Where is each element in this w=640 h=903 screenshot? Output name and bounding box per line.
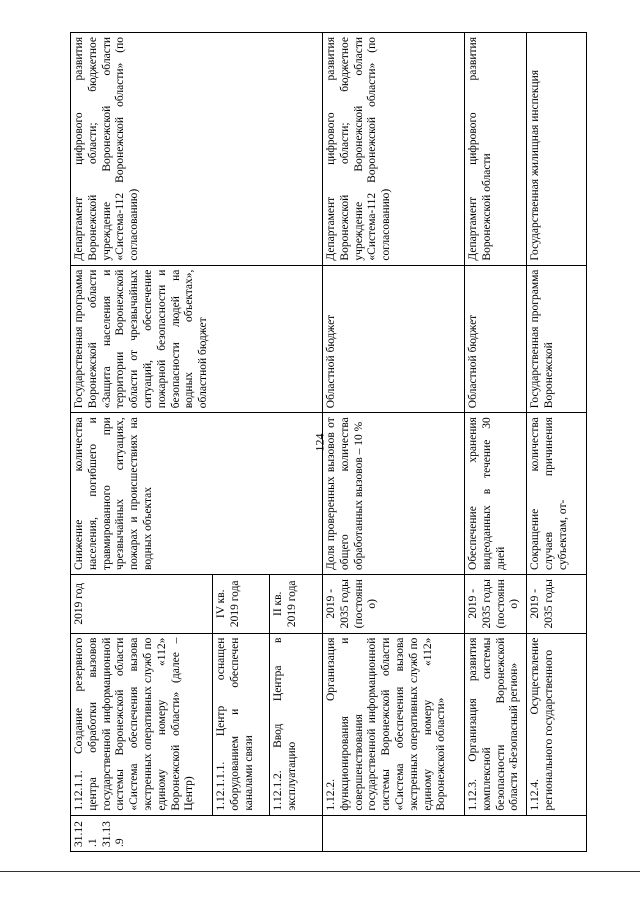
result-cell: Обеспечение хранения видеоданных в течение 30 дней xyxy=(465,413,527,575)
event-cell: 1.12.1.2. Ввод Центра в эксплуатацию xyxy=(270,633,323,815)
period-cell: II кв. 2019 года xyxy=(270,574,323,633)
executor-cell: Департамент цифрового развития Воронежской области xyxy=(465,33,527,266)
period-cell: IV кв. 2019 года xyxy=(213,574,270,633)
plan-table xyxy=(70,32,587,852)
period-cell: 2019 год xyxy=(71,574,213,633)
rotated-table-container xyxy=(70,32,610,852)
event-cell: 1.12.4. Осуществление регионального государственного xyxy=(527,633,587,815)
table-row xyxy=(323,33,465,852)
page-edge-line xyxy=(0,871,640,872)
event-cell: 1.12.3. Организация развития комплексной системы безопасности Воронежской области «Безопасный регион» xyxy=(465,633,527,815)
okved-code-cell: 31.12.1 31.13.9 xyxy=(71,815,323,851)
period-cell: 2019 - 2035 годы (постоянно) xyxy=(465,574,527,633)
event-cell: 1.12.2. Организация функционирования и совершенствования государственной информационной системы Воронежской области «Система обеспечения вызова экстренных оперативных служб по единому номеру «112» Воронежской области» xyxy=(323,633,465,815)
result-cell: Сокращение количества случаев причинения субъектам, от- xyxy=(527,413,587,575)
okved-code-cell xyxy=(323,815,587,851)
table-row xyxy=(527,33,587,852)
result-cell: Снижение количества населения, погибшего и травмированного при чрезвычайных ситуациях, пожарах и происшествиях на водных объектах xyxy=(71,413,323,575)
page-number: 124 xyxy=(312,433,327,452)
result-cell: Доля проверенных вызовов от общего количества обработанных вызовов – 10 % xyxy=(323,413,465,575)
period-cell: 2019 - 2035 годы (постоянно) xyxy=(323,574,465,633)
table-sheet xyxy=(70,32,610,852)
source-cell: Государственная программа Воронежской области «Защита населения и территории Воронежской области от чрезвычайных ситуаций, обеспечение пожарной безопасности и безопасности людей на водных объектах», областной бюджет xyxy=(71,265,323,413)
executor-cell: Департамент цифрового развития Воронежской области; бюджетное учреждение Воронежской области «Система-112 Воронежской области» (по согласованию) xyxy=(71,33,323,266)
executor-cell: Государственная жилищная инспекция xyxy=(527,33,587,266)
event-cell: 1.12.1.1. Создание резервного центра обработки вызовов государственной информационной системы Воронежской области «Система обеспечения вызова экстренных оперативных служб по единому номеру «112» Воронежской области» (далее – Центр) xyxy=(71,633,213,815)
table-row xyxy=(465,33,527,852)
period-cell: 2019 - 2035 годы xyxy=(527,574,587,633)
source-cell: Государственная программа Воронежской xyxy=(527,265,587,413)
source-cell: Областной бюджет xyxy=(323,265,465,413)
event-cell: 1.12.1.1.1. Центр оснащен оборудованием и обеспечен каналами связи xyxy=(213,633,270,815)
source-cell: Областной бюджет xyxy=(465,265,527,413)
table-row xyxy=(71,33,213,852)
executor-cell: Департамент цифрового развития Воронежской области; бюджетное учреждение Воронежской области «Система-112 Воронежской области» (по согласованию) xyxy=(323,33,465,266)
